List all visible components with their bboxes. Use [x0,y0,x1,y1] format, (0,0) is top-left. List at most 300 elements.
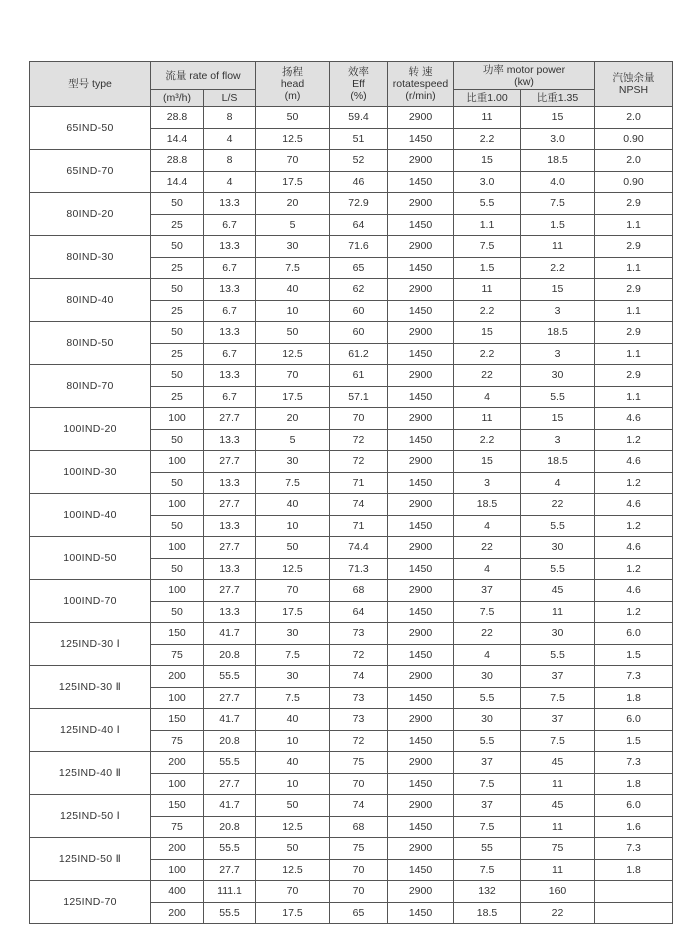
power-sg100-cell: 1.5 [454,257,521,279]
power-sg135-cell: 30 [521,623,595,645]
eff-cell: 71.3 [330,558,388,580]
header-eff-unit: (%) [350,90,367,102]
speed-cell: 2900 [388,365,454,387]
power-sg100-cell: 22 [454,623,521,645]
head-cell: 7.5 [256,687,330,709]
speed-cell: 2900 [388,408,454,430]
power-sg135-cell: 7.5 [521,730,595,752]
header-flow: 流量 rate of flow [151,62,256,90]
flow-ls-cell: 6.7 [204,300,256,322]
header-speed-en: rotatespeed [392,78,449,90]
power-sg100-cell: 5.5 [454,687,521,709]
flow-m3h-cell: 100 [151,408,204,430]
flow-m3h-cell: 75 [151,644,204,666]
flow-ls-cell: 27.7 [204,859,256,881]
head-cell: 12.5 [256,816,330,838]
flow-m3h-cell: 100 [151,494,204,516]
flow-ls-cell: 13.3 [204,193,256,215]
model-cell: 100IND-70 [30,580,151,623]
table-body [30,107,673,924]
eff-cell: 68 [330,816,388,838]
power-sg100-cell: 37 [454,752,521,774]
power-sg100-cell: 22 [454,537,521,559]
flow-m3h-cell: 14.4 [151,128,204,150]
power-sg135-cell: 4 [521,472,595,494]
table-row [30,322,673,344]
header-eff [330,62,388,107]
flow-ls-cell: 27.7 [204,687,256,709]
flow-m3h-cell: 25 [151,386,204,408]
speed-cell: 2900 [388,150,454,172]
power-sg135-cell: 75 [521,838,595,860]
power-sg100-cell: 2.2 [454,300,521,322]
speed-cell: 1450 [388,429,454,451]
speed-cell: 1450 [388,343,454,365]
head-cell: 5 [256,429,330,451]
npsh-cell: 1.2 [595,601,673,623]
power-sg100-cell: 3.0 [454,171,521,193]
power-sg100-cell: 18.5 [454,494,521,516]
power-sg135-cell: 11 [521,773,595,795]
flow-ls-cell: 41.7 [204,709,256,731]
table-row [30,451,673,473]
model-cell: 125IND-70 [30,881,151,924]
table-row [30,494,673,516]
power-sg135-cell: 1.5 [521,214,595,236]
speed-cell: 2900 [388,838,454,860]
table-row [30,279,673,301]
power-sg135-cell: 7.5 [521,687,595,709]
power-sg135-cell: 11 [521,236,595,258]
speed-cell: 2900 [388,107,454,129]
power-sg100-cell: 11 [454,107,521,129]
eff-cell: 62 [330,279,388,301]
flow-m3h-cell: 50 [151,429,204,451]
model-cell: 125IND-40 Ⅱ [30,752,151,795]
header-flow-ls: L/S [204,90,256,107]
head-cell: 50 [256,838,330,860]
speed-cell: 1450 [388,472,454,494]
power-sg100-cell: 11 [454,408,521,430]
table-row [30,881,673,903]
power-sg100-cell: 2.2 [454,343,521,365]
speed-cell: 1450 [388,171,454,193]
head-cell: 12.5 [256,558,330,580]
power-sg135-cell: 45 [521,795,595,817]
power-sg135-cell: 5.5 [521,386,595,408]
speed-cell: 2900 [388,752,454,774]
table-row [30,150,673,172]
npsh-cell: 4.6 [595,580,673,602]
eff-cell: 68 [330,580,388,602]
power-sg135-cell: 11 [521,601,595,623]
speed-cell: 2900 [388,580,454,602]
eff-cell: 59.4 [330,107,388,129]
power-sg135-cell: 5.5 [521,558,595,580]
power-sg135-cell: 15 [521,107,595,129]
npsh-cell: 4.6 [595,537,673,559]
flow-ls-cell: 27.7 [204,451,256,473]
header-flow-m3h: (m³/h) [151,90,204,107]
header-speed [388,62,454,107]
table-row [30,408,673,430]
speed-cell: 2900 [388,709,454,731]
npsh-cell: 1.8 [595,773,673,795]
eff-cell: 65 [330,902,388,924]
header-npsh-en: NPSH [618,84,649,96]
table-row [30,795,673,817]
head-cell: 40 [256,709,330,731]
npsh-cell: 1.1 [595,214,673,236]
table-row [30,537,673,559]
speed-cell: 2900 [388,537,454,559]
header-model: 型号 type [30,62,151,107]
npsh-cell: 2.0 [595,107,673,129]
eff-cell: 60 [330,322,388,344]
npsh-cell: 4.6 [595,451,673,473]
head-cell: 7.5 [256,472,330,494]
speed-cell: 1450 [388,859,454,881]
power-sg135-cell: 3 [521,429,595,451]
pump-spec-table [29,61,673,924]
npsh-cell: 6.0 [595,709,673,731]
speed-cell: 1450 [388,386,454,408]
power-sg135-cell: 2.2 [521,257,595,279]
eff-cell: 71 [330,472,388,494]
eff-cell: 72 [330,730,388,752]
flow-ls-cell: 4 [204,171,256,193]
table-row [30,623,673,645]
flow-ls-cell: 55.5 [204,838,256,860]
power-sg100-cell: 7.5 [454,859,521,881]
flow-ls-cell: 6.7 [204,257,256,279]
eff-cell: 61 [330,365,388,387]
power-sg135-cell: 15 [521,279,595,301]
speed-cell: 1450 [388,773,454,795]
power-sg135-cell: 3 [521,300,595,322]
eff-cell: 57.1 [330,386,388,408]
head-cell: 10 [256,515,330,537]
power-sg100-cell: 2.2 [454,128,521,150]
flow-m3h-cell: 25 [151,300,204,322]
npsh-cell: 1.1 [595,343,673,365]
flow-ls-cell: 55.5 [204,666,256,688]
power-sg100-cell: 5.5 [454,193,521,215]
npsh-cell: 7.3 [595,752,673,774]
table-row [30,580,673,602]
npsh-cell: 4.6 [595,408,673,430]
power-sg100-cell: 132 [454,881,521,903]
eff-cell: 65 [330,257,388,279]
head-cell: 12.5 [256,343,330,365]
speed-cell: 2900 [388,494,454,516]
head-cell: 40 [256,752,330,774]
npsh-cell: 1.5 [595,730,673,752]
speed-cell: 1450 [388,558,454,580]
header-eff-en: Eff [352,78,365,90]
power-sg100-cell: 15 [454,322,521,344]
table-row [30,193,673,215]
npsh-cell: 1.1 [595,300,673,322]
head-cell: 7.5 [256,257,330,279]
speed-cell: 2900 [388,193,454,215]
head-cell: 50 [256,537,330,559]
power-sg135-cell: 4.0 [521,171,595,193]
flow-m3h-cell: 150 [151,795,204,817]
speed-cell: 2900 [388,795,454,817]
power-sg100-cell: 4 [454,558,521,580]
flow-m3h-cell: 200 [151,902,204,924]
head-cell: 17.5 [256,601,330,623]
power-sg100-cell: 2.2 [454,429,521,451]
head-cell: 50 [256,322,330,344]
npsh-cell: 2.9 [595,236,673,258]
speed-cell: 1450 [388,300,454,322]
header-power-title: 功率 motor power [482,63,566,76]
table-row [30,838,673,860]
flow-ls-cell: 13.3 [204,558,256,580]
npsh-cell: 2.9 [595,193,673,215]
power-sg135-cell: 30 [521,537,595,559]
head-cell: 12.5 [256,859,330,881]
power-sg135-cell: 5.5 [521,515,595,537]
flow-ls-cell: 13.3 [204,279,256,301]
eff-cell: 74 [330,795,388,817]
flow-ls-cell: 55.5 [204,902,256,924]
eff-cell: 74 [330,666,388,688]
eff-cell: 70 [330,859,388,881]
flow-m3h-cell: 50 [151,236,204,258]
eff-cell: 70 [330,773,388,795]
model-cell: 100IND-50 [30,537,151,580]
eff-cell: 52 [330,150,388,172]
flow-m3h-cell: 150 [151,709,204,731]
flow-m3h-cell: 150 [151,623,204,645]
npsh-cell: 2.9 [595,365,673,387]
eff-cell: 74 [330,494,388,516]
head-cell: 40 [256,494,330,516]
flow-ls-cell: 111.1 [204,881,256,903]
speed-cell: 2900 [388,322,454,344]
flow-ls-cell: 41.7 [204,623,256,645]
head-cell: 10 [256,773,330,795]
flow-m3h-cell: 100 [151,537,204,559]
flow-m3h-cell: 100 [151,687,204,709]
flow-m3h-cell: 100 [151,859,204,881]
eff-cell: 64 [330,214,388,236]
power-sg100-cell: 5.5 [454,730,521,752]
model-cell: 125IND-40 Ⅰ [30,709,151,752]
npsh-cell: 7.3 [595,666,673,688]
power-sg100-cell: 7.5 [454,236,521,258]
flow-ls-cell: 20.8 [204,730,256,752]
npsh-cell: 2.9 [595,322,673,344]
flow-ls-cell: 6.7 [204,214,256,236]
flow-m3h-cell: 200 [151,666,204,688]
flow-ls-cell: 13.3 [204,365,256,387]
power-sg100-cell: 3 [454,472,521,494]
flow-m3h-cell: 50 [151,558,204,580]
speed-cell: 2900 [388,451,454,473]
flow-ls-cell: 8 [204,107,256,129]
speed-cell: 2900 [388,279,454,301]
power-sg135-cell: 18.5 [521,150,595,172]
head-cell: 17.5 [256,386,330,408]
power-sg100-cell: 30 [454,666,521,688]
header-power-sg100: 比重1.00 [454,90,521,107]
flow-m3h-cell: 50 [151,472,204,494]
flow-ls-cell: 20.8 [204,644,256,666]
flow-ls-cell: 41.7 [204,795,256,817]
table-row [30,365,673,387]
head-cell: 70 [256,150,330,172]
table-row [30,236,673,258]
eff-cell: 71 [330,515,388,537]
power-sg100-cell: 37 [454,580,521,602]
flow-ls-cell: 13.3 [204,472,256,494]
power-sg100-cell: 4 [454,515,521,537]
flow-m3h-cell: 100 [151,773,204,795]
head-cell: 30 [256,451,330,473]
header-speed-unit: (r/min) [405,90,436,102]
power-sg135-cell: 11 [521,816,595,838]
power-sg100-cell: 37 [454,795,521,817]
header-npsh-cn: 汽蚀余量 [612,72,655,84]
power-sg100-cell: 7.5 [454,601,521,623]
flow-m3h-cell: 100 [151,451,204,473]
eff-cell: 72 [330,644,388,666]
flow-m3h-cell: 25 [151,257,204,279]
flow-m3h-cell: 75 [151,816,204,838]
table-row [30,666,673,688]
eff-cell: 46 [330,171,388,193]
head-cell: 70 [256,580,330,602]
flow-m3h-cell: 25 [151,343,204,365]
table-row [30,107,673,129]
power-sg135-cell: 160 [521,881,595,903]
head-cell: 40 [256,279,330,301]
table-row [30,752,673,774]
flow-m3h-cell: 25 [151,214,204,236]
speed-cell: 1450 [388,128,454,150]
power-sg100-cell: 7.5 [454,773,521,795]
speed-cell: 2900 [388,881,454,903]
power-sg100-cell: 30 [454,709,521,731]
power-sg135-cell: 37 [521,709,595,731]
eff-cell: 72 [330,429,388,451]
power-sg100-cell: 4 [454,644,521,666]
model-cell: 125IND-30 Ⅱ [30,666,151,709]
npsh-cell: 7.3 [595,838,673,860]
npsh-cell: 1.5 [595,644,673,666]
flow-m3h-cell: 50 [151,601,204,623]
power-sg135-cell: 22 [521,902,595,924]
model-cell: 125IND-30 Ⅰ [30,623,151,666]
power-sg135-cell: 3 [521,343,595,365]
header-npsh [595,62,673,107]
model-cell: 100IND-40 [30,494,151,537]
power-sg135-cell: 18.5 [521,451,595,473]
speed-cell: 1450 [388,816,454,838]
flow-ls-cell: 13.3 [204,515,256,537]
power-sg100-cell: 1.1 [454,214,521,236]
npsh-cell: 1.2 [595,558,673,580]
head-cell: 5 [256,214,330,236]
flow-ls-cell: 27.7 [204,580,256,602]
power-sg100-cell: 15 [454,451,521,473]
eff-cell: 70 [330,881,388,903]
eff-cell: 73 [330,623,388,645]
head-cell: 30 [256,236,330,258]
flow-ls-cell: 4 [204,128,256,150]
header-eff-cn: 效率 [348,66,369,78]
npsh-cell: 6.0 [595,795,673,817]
speed-cell: 1450 [388,644,454,666]
speed-cell: 1450 [388,601,454,623]
power-sg100-cell: 4 [454,386,521,408]
model-cell: 100IND-20 [30,408,151,451]
flow-m3h-cell: 50 [151,322,204,344]
speed-cell: 1450 [388,257,454,279]
npsh-cell: 4.6 [595,494,673,516]
power-sg135-cell: 11 [521,859,595,881]
power-sg135-cell: 15 [521,408,595,430]
eff-cell: 73 [330,709,388,731]
flow-m3h-cell: 75 [151,730,204,752]
model-cell: 80IND-30 [30,236,151,279]
eff-cell: 70 [330,408,388,430]
eff-cell: 72 [330,451,388,473]
eff-cell: 61.2 [330,343,388,365]
head-cell: 17.5 [256,171,330,193]
speed-cell: 2900 [388,236,454,258]
speed-cell: 1450 [388,730,454,752]
flow-ls-cell: 6.7 [204,343,256,365]
flow-ls-cell: 27.7 [204,773,256,795]
power-sg135-cell: 30 [521,365,595,387]
head-cell: 30 [256,623,330,645]
flow-m3h-cell: 50 [151,279,204,301]
flow-ls-cell: 13.3 [204,601,256,623]
model-cell: 80IND-40 [30,279,151,322]
power-sg135-cell: 37 [521,666,595,688]
head-cell: 20 [256,193,330,215]
npsh-cell: 0.90 [595,128,673,150]
model-cell: 65IND-50 [30,107,151,150]
head-cell: 50 [256,107,330,129]
flow-ls-cell: 6.7 [204,386,256,408]
npsh-cell: 1.2 [595,515,673,537]
npsh-cell: 1.1 [595,386,673,408]
npsh-cell: 1.8 [595,859,673,881]
power-sg135-cell: 22 [521,494,595,516]
header-speed-cn: 转 速 [408,66,433,78]
flow-m3h-cell: 50 [151,365,204,387]
speed-cell: 1450 [388,687,454,709]
npsh-cell: 1.8 [595,687,673,709]
head-cell: 70 [256,365,330,387]
power-sg100-cell: 15 [454,150,521,172]
flow-ls-cell: 55.5 [204,752,256,774]
model-cell: 100IND-30 [30,451,151,494]
model-cell: 125IND-50 Ⅱ [30,838,151,881]
header-head [256,62,330,107]
head-cell: 12.5 [256,128,330,150]
flow-ls-cell: 13.3 [204,429,256,451]
power-sg135-cell: 5.5 [521,644,595,666]
model-cell: 80IND-20 [30,193,151,236]
flow-ls-cell: 27.7 [204,408,256,430]
